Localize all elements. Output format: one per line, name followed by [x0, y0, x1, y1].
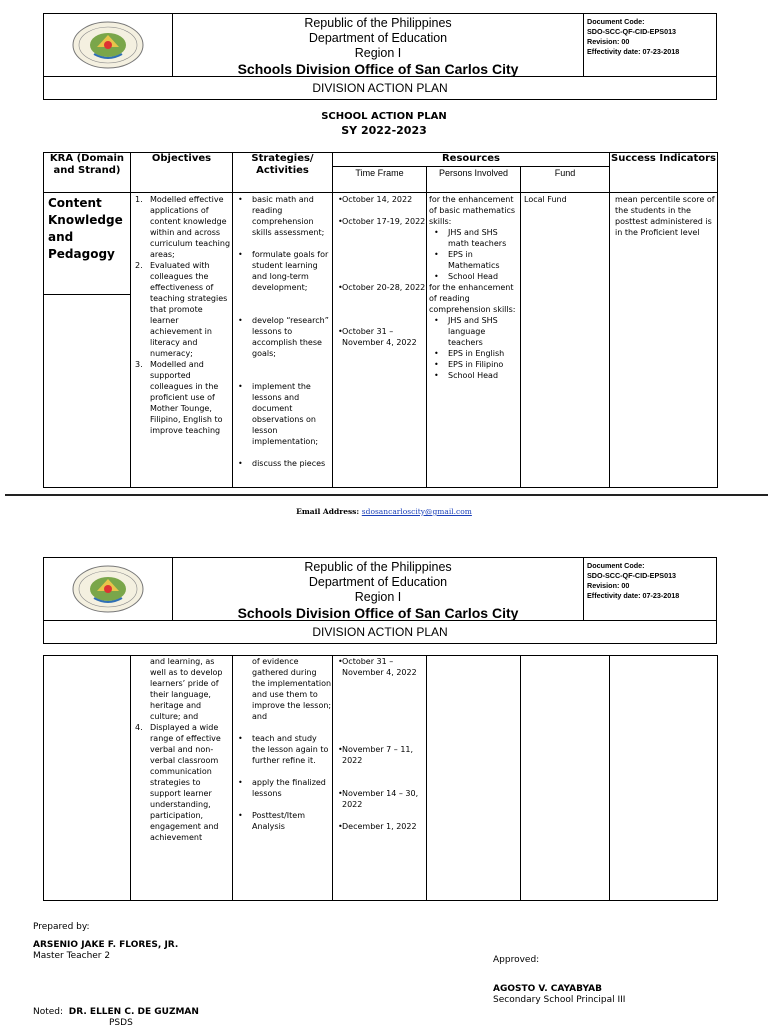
strategy-item: • formulate goals for student learning and long-term development;	[233, 249, 332, 293]
prepared-by-block	[33, 940, 178, 962]
document-effectivity: Effectivity date: 07-23-2018	[587, 47, 680, 56]
header-strategies: Strategies/ Activities	[233, 153, 333, 193]
noted-label: Noted:	[33, 1007, 64, 1017]
time-frame-item: • October 17-19, 2022	[333, 216, 426, 227]
time-frame-item: • October 14, 2022	[333, 194, 426, 205]
document-revision: Revision: 00	[587, 37, 630, 46]
objective-item: 2. Evaluated with colleagues the effectiveness of teaching strategies that promote learner achievement in literacy and numeracy;	[135, 261, 228, 358]
noted-by-block	[33, 1007, 199, 1029]
strategy-item: • discuss the pieces	[233, 458, 332, 469]
document-code: SDO-SCC-QF-CID-EPS013	[587, 27, 677, 36]
objective-item: 3. Modelled and supported colleagues in the proficient use of Mother Tounge, Filipino, English to improve teaching	[135, 360, 223, 435]
document-effectivity: Effectivity date: 07-23-2018	[587, 591, 680, 600]
document-code: SDO-SCC-QF-CID-EPS013	[587, 571, 677, 580]
success-indicator-text: mean percentile score of the students in the posttest administered is in the Proficient level	[615, 195, 715, 237]
noted-by-name: DR. ELLEN C. DE GUZMAN	[68, 1007, 199, 1017]
header-kra: KRA (Domain and Strand)	[44, 153, 131, 193]
objective-item: 4. Displayed a wide range of effective verbal and non-verbal classroom communication strategies to support learner understanding, participation, engagement and achievement	[135, 723, 221, 842]
school-year: SY 2022-2023	[341, 124, 427, 137]
strategy-item: • implement the lessons and document observations on lesson implementation;	[233, 381, 332, 447]
person-item: • EPS in Mathematics	[429, 249, 518, 271]
persons-math-intro: for the enhancement of basic mathematics skills:	[429, 195, 516, 226]
fund-text: Local Fund	[524, 195, 567, 204]
kra-empty-cell	[44, 295, 131, 488]
time-frame-item: • November 7 – 11, 2022	[333, 744, 426, 766]
strategy-item: • apply the finalized lessons	[233, 777, 332, 799]
header-department: Department of Education	[308, 31, 448, 45]
page-divider-rule	[5, 494, 768, 496]
fund-cell	[521, 656, 610, 901]
header-success-indicators: Success Indicators	[610, 153, 718, 193]
division-seal-logo	[44, 558, 173, 620]
time-frame-cell	[333, 193, 427, 488]
header-republic: Republic of the Philippines	[304, 16, 452, 30]
persons-involved-cell	[427, 656, 521, 901]
prepared-by-name: ARSENIO JAKE F. FLORES, JR.	[33, 940, 179, 950]
email-label: Email Address	[296, 507, 357, 516]
objectives-cell	[131, 656, 233, 901]
header-objectives: Objectives	[131, 153, 233, 193]
strategy-item: • Posttest/Item Analysis	[233, 810, 332, 832]
objectives-cell	[131, 193, 233, 488]
approved-by-name: AGOSTO V. CAYABYAB	[493, 984, 602, 994]
strategy-item: • teach and study the lesson again to further refine it.	[233, 733, 332, 766]
header-republic: Republic of the Philippines	[304, 560, 452, 574]
success-indicators-cell	[610, 656, 718, 901]
document-header	[43, 13, 717, 100]
document-code-label: Document Code:	[587, 561, 645, 570]
approved-by-title: Secondary School Principal III	[493, 995, 626, 1005]
division-seal-logo	[44, 14, 173, 76]
header-department: Department of Education	[308, 575, 448, 589]
strategies-cell	[233, 656, 333, 901]
person-item: • EPS in English	[429, 348, 518, 359]
objective-continued: and learning, as well as to develop learners’ pride of their language, heritage and culture; and	[150, 657, 223, 721]
kra-cell	[44, 656, 131, 901]
persons-involved-cell	[427, 193, 521, 488]
time-frame-cell	[333, 656, 427, 901]
document-code-block	[584, 14, 716, 76]
header-persons-involved: Persons Involved	[427, 167, 521, 193]
person-item: • JHS and SHS language teachers	[429, 315, 518, 348]
person-item: • School Head	[429, 271, 518, 282]
strategy-item: • basic math and reading comprehension skills assessment;	[233, 194, 332, 238]
document-code-block	[584, 558, 716, 620]
header-office: Schools Division Office of San Carlos City	[237, 605, 519, 621]
approved-label: Approved:	[493, 955, 540, 965]
person-item: • JHS and SHS math teachers	[429, 227, 518, 249]
fund-cell	[521, 193, 610, 488]
strategies-cell	[233, 193, 333, 488]
success-indicators-cell	[610, 193, 718, 488]
header-office: Schools Division Office of San Carlos City	[237, 61, 519, 77]
action-plan-table-page1	[43, 152, 718, 488]
division-action-plan-title: DIVISION ACTION PLAN	[312, 625, 448, 639]
time-frame-item: • November 14 – 30, 2022	[333, 788, 426, 810]
action-plan-table-page2	[43, 655, 718, 901]
strategy-item: • develop “research” lessons to accomplish these goals;	[233, 315, 332, 359]
approved-by-block	[493, 984, 625, 1006]
document-revision: Revision: 00	[587, 581, 630, 590]
header-resources: Resources	[333, 153, 610, 167]
kra-cell	[44, 193, 131, 295]
time-frame-item: • October 31 – November 4, 2022	[333, 656, 426, 678]
prepared-by-title: Master Teacher 2	[33, 951, 111, 961]
time-frame-item: • October 31 – November 4, 2022	[333, 326, 426, 348]
persons-reading-intro: for the enhancement of reading comprehension skills:	[429, 283, 516, 314]
person-item: • EPS in Filipino	[429, 359, 518, 370]
strategy-continued: of evidence gathered during the implementation and use them to improve the lesson; and	[252, 657, 332, 721]
person-item: • School Head	[429, 370, 518, 381]
header-fund: Fund	[521, 167, 610, 193]
noted-by-title: PSDS	[109, 1018, 133, 1028]
time-frame-item: • December 1, 2022	[333, 821, 426, 832]
prepared-by-label: Prepared by:	[33, 922, 90, 932]
header-time-frame: Time Frame	[333, 167, 427, 193]
document-code-label: Document Code:	[587, 17, 645, 26]
school-action-plan-title: SCHOOL ACTION PLAN	[321, 111, 447, 122]
kra-text: Content Knowledge and Pedagogy	[48, 196, 123, 261]
email-footer: Email Address: sdosancarloscity@gmail.com	[296, 507, 472, 516]
header-agency-block	[173, 558, 584, 620]
header-region: Region I	[354, 590, 402, 604]
email-link[interactable]: sdosancarloscity@gmail.com	[361, 507, 472, 516]
header-agency-block	[173, 14, 584, 76]
objective-item: 1. Modelled effective applications of content knowledge within and across curriculum teaching areas;	[135, 195, 231, 259]
division-action-plan-title: DIVISION ACTION PLAN	[312, 81, 448, 95]
header-region: Region I	[354, 46, 402, 60]
time-frame-item: • October 20-28, 2022	[333, 282, 426, 293]
document-header-page2	[43, 557, 717, 644]
